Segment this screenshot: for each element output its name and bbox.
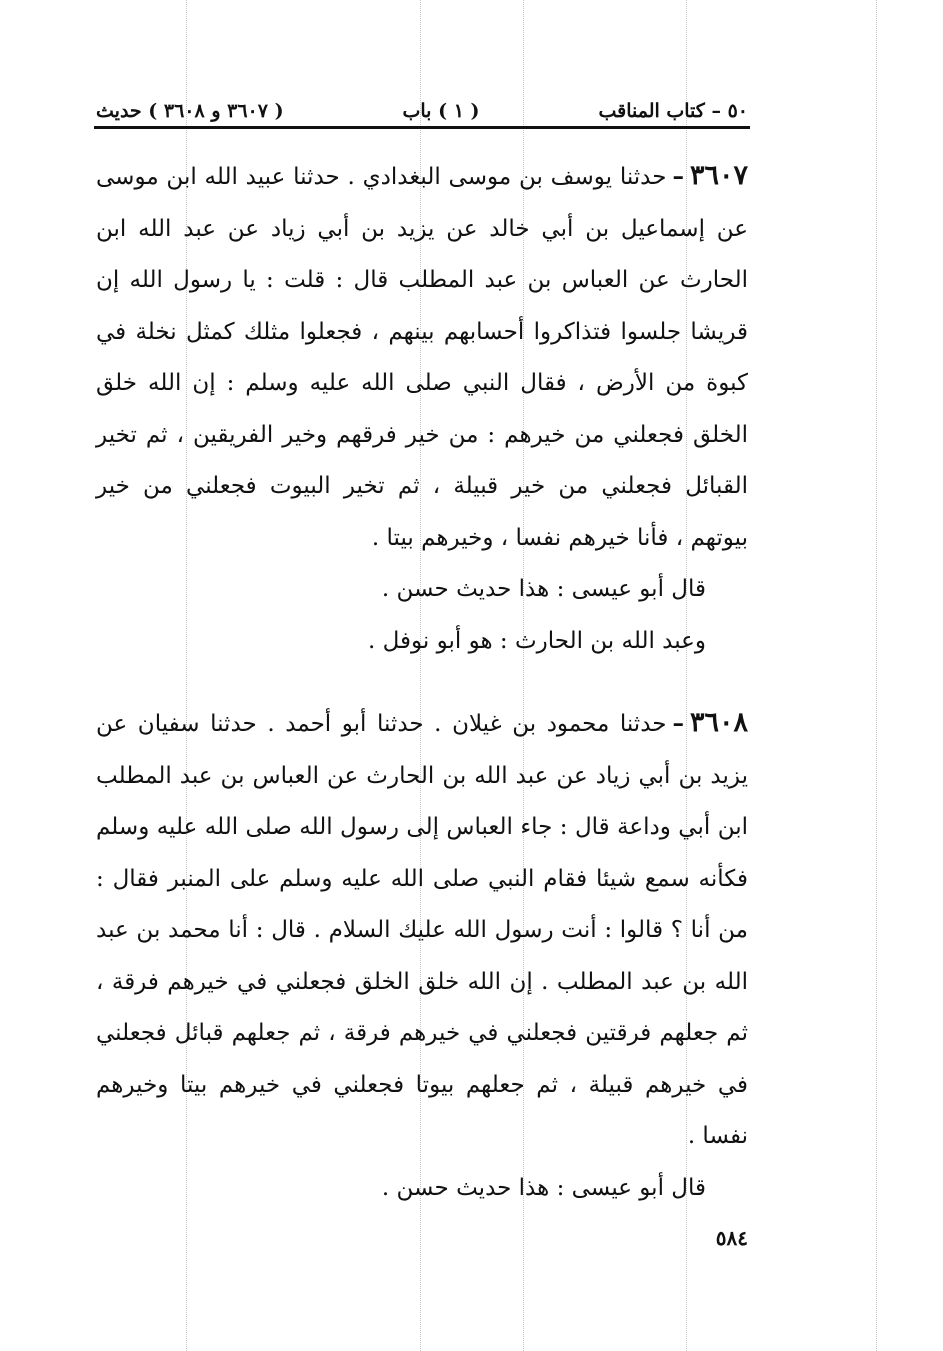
hadith-text: حدثنا يوسف بن موسى البغدادي . حدثنا عبيد الله ابن موسى عن إسماعيل بن أبي خالد عن يزيد بن أبي زياد عن عبد الله ابن الحارث عن العباس بن عبد المطلب قال : قلت : يا رسول الله إن قريشا جلسوا فتذاكروا أحسابهم بينهم ، فجعلوا مثلك كمثل نخلة في كبوة من الأرض ، فقال النبي صلى الله عليه وسلم : إن الله خلق الخلق فجعلني من خيرهم : من خير فرقهم وخير الفريقين ، ثم تخير القبائل فجعلني من خير قبيلة ، ثم تخير البيوت فجعلني من خير بيوتهم ، فأنا خيرهم نفسا ، وخيرهم بيتا . bbox=[96, 164, 748, 551]
header-chapter: ( ١ ) باب bbox=[402, 100, 480, 122]
hadith-number: ٣٦٠٧ bbox=[689, 160, 748, 191]
hadith-grading: قال أبو عيسى : هذا حديث حسن . bbox=[381, 576, 706, 602]
header-book-title: ٥٠ – كتاب المناقب bbox=[598, 100, 748, 122]
hadith-dash: – bbox=[672, 163, 684, 190]
section-gap bbox=[96, 667, 748, 697]
hadith-text: حدثنا محمود بن غيلان . حدثنا أبو أحمد . حدثنا سفيان عن يزيد بن أبي زياد عن عبد الله بن الحارث عن العباس بن عبد المطلب ابن أبي وداعة قال : جاء العباس إلى رسول الله صلى الله عليه وسلم فكأنه سمع شيئا فقام النبي صلى الله عليه وسلم على المنبر فقال : من أنا ؟ قالوا : أنت رسول الله عليك السلام . قال : أنا محمد بن عبد الله بن عبد المطلب . إن الله خلق الخلق فجعلني في خيرهم فرقة ، ثم جعلهم فرقتين فجعلني في خيرهم فرقة ، ثم جعلهم قبائل فجعلني في خيرهم قبيلة ، ثم جعلهم بيوتا فجعلني في خيرهم بيتا وخيرهم نفسا . bbox=[96, 711, 748, 1149]
scan-guide-line bbox=[876, 0, 877, 1351]
narrator-note: وعبد الله بن الحارث : هو أبو نوفل . bbox=[367, 627, 706, 654]
page-number: ٥٨٤ bbox=[715, 1226, 748, 1250]
page-body bbox=[96, 150, 748, 1214]
hadith-number: ٣٦٠٨ bbox=[689, 707, 748, 738]
header-rule bbox=[94, 126, 750, 129]
header-hadith-range: ( ٣٦٠٧ و ٣٦٠٨ ) حديث bbox=[96, 100, 284, 122]
hadith-3608 bbox=[96, 697, 748, 1163]
hadith-grading: قال أبو عيسى : هذا حديث حسن . bbox=[381, 1174, 706, 1201]
running-header bbox=[96, 86, 748, 122]
hadith-3607 bbox=[96, 150, 748, 564]
hadith-dash: – bbox=[672, 710, 684, 737]
